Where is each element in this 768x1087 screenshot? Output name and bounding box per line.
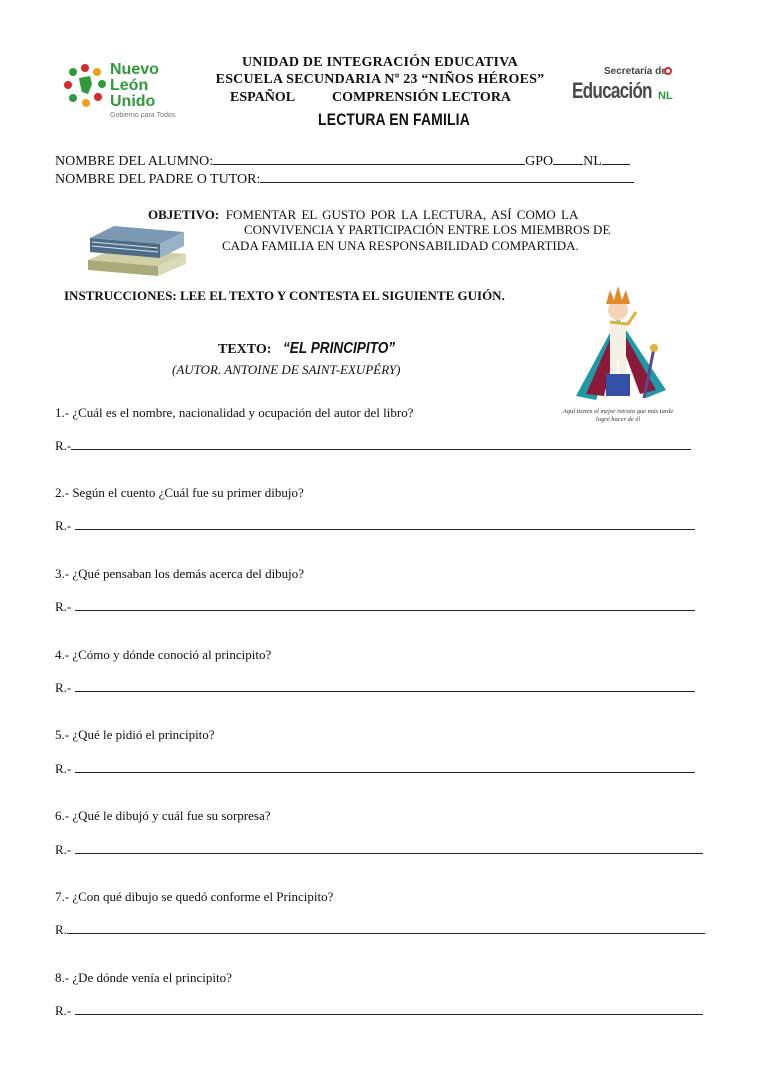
answer-1-field[interactable] <box>71 437 691 450</box>
book-author: (AUTOR. ANTOINE DE SAINT-EXUPÉRY) <box>172 362 401 377</box>
logo-nl: NL <box>658 90 673 102</box>
answer-label: R.- <box>55 1003 72 1018</box>
answer-label: R.- <box>55 680 72 695</box>
student-name-row <box>55 152 630 170</box>
answer-5-field[interactable] <box>75 760 695 773</box>
question-8: 8.- ¿De dónde venía el principito? <box>55 970 232 985</box>
answer-6-row <box>55 841 703 858</box>
question-3: 3.- ¿Qué pensaban los demás acerca del dibujo? <box>55 566 305 581</box>
little-prince-illustration <box>548 278 688 428</box>
answer-label: R.- <box>55 842 72 857</box>
secretaria-educacion-logo <box>572 64 676 116</box>
nuevo-leon-emblem-icon <box>62 62 108 112</box>
answer-2-field[interactable] <box>75 517 695 530</box>
page-title: LECTURA EN FAMILIA <box>318 110 470 129</box>
answer-label: R.- <box>55 518 72 533</box>
question-6: 6.- ¿Qué le dibujó y cuál fue su sorpresa? <box>55 808 271 823</box>
logo-leon: León <box>110 77 149 94</box>
answer-5-row <box>55 760 695 777</box>
objective-text-3: CADA FAMILIA EN UNA RESPONSABILIDAD COMPARTIDA. <box>222 238 579 253</box>
school-name: ESCUELA SECUNDARIA Nº 23 “NIÑOS HÉROES” <box>215 72 545 87</box>
logo-nuevo: Nuevo <box>110 61 159 78</box>
answer-3-row <box>55 598 695 615</box>
subject-area: COMPRENSIÓN LECTORA <box>332 90 512 105</box>
logo-secretaria: Secretaría de <box>604 66 667 77</box>
book-title: “EL PRINCIPITO” <box>283 340 396 357</box>
answer-2-row <box>55 517 695 534</box>
answer-1-row <box>55 437 691 454</box>
logo-educacion: Educación <box>572 78 652 103</box>
logo-dot-icon <box>664 67 672 75</box>
text-label: TEXTO: <box>218 342 272 357</box>
little-prince-icon <box>548 278 688 410</box>
answer-7-row <box>55 921 705 938</box>
student-name-field[interactable] <box>213 152 525 165</box>
school-unit: UNIDAD DE INTEGRACIÓN EDUCATIVA <box>242 55 518 70</box>
objective-line1 <box>148 207 578 223</box>
logo-unido: Unido <box>110 93 156 110</box>
answer-label: R. <box>55 922 67 937</box>
group-label: GPO <box>525 154 554 169</box>
parent-name-row <box>55 170 634 188</box>
objective-text-2: CONVIVENCIA Y PARTICIPACIÓN ENTRE LOS MIEMBROS DE <box>244 222 611 237</box>
nuevo-leon-logo <box>62 60 184 126</box>
books-image <box>84 220 188 282</box>
answer-4-field[interactable] <box>75 679 695 692</box>
answer-label: R.- <box>55 761 72 776</box>
answer-label: R.- <box>55 438 72 453</box>
answer-7-field[interactable] <box>67 921 705 934</box>
parent-name-field[interactable] <box>260 170 634 183</box>
answer-3-field[interactable] <box>75 598 695 611</box>
answer-8-field[interactable] <box>75 1002 703 1015</box>
question-7: 7.- ¿Con qué dibujo se quedó conforme el Principito? <box>55 889 334 904</box>
objective-text-1: FOMENTAR EL GUSTO POR LA LECTURA, ASÍ COMO LA <box>225 207 579 222</box>
question-1: 1.- ¿Cuál es el nombre, nacionalidad y ocupación del autor del libro? <box>55 405 414 420</box>
text-title-row <box>218 340 415 358</box>
logo-tagline: Gobierno para Todos <box>110 112 176 119</box>
parent-name-label: NOMBRE DEL PADRE O TUTOR: <box>55 172 261 187</box>
books-icon <box>84 220 188 282</box>
student-name-label: NOMBRE DEL ALUMNO: <box>55 154 214 169</box>
answer-4-row <box>55 679 695 696</box>
objective-label: OBJETIVO: <box>148 207 220 222</box>
question-4: 4.- ¿Cómo y dónde conoció al principito? <box>55 647 272 662</box>
answer-8-row <box>55 1002 703 1019</box>
answer-6-field[interactable] <box>75 841 703 854</box>
illustration-caption: Aquí tienen el mejor retrato que más tarde logré hacer de él <box>562 408 674 423</box>
question-5: 5.- ¿Qué le pidió el principito? <box>55 727 215 742</box>
group-field[interactable] <box>553 152 583 165</box>
list-number-label: NL <box>583 154 602 169</box>
list-number-field[interactable] <box>602 152 630 165</box>
instructions: INSTRUCCIONES: LEE EL TEXTO Y CONTESTA EL SIGUIENTE GUIÓN. <box>64 288 505 303</box>
subject: ESPAÑOL <box>230 90 296 105</box>
answer-label: R.- <box>55 599 72 614</box>
question-2: 2.- Según el cuento ¿Cuál fue su primer dibujo? <box>55 485 304 500</box>
